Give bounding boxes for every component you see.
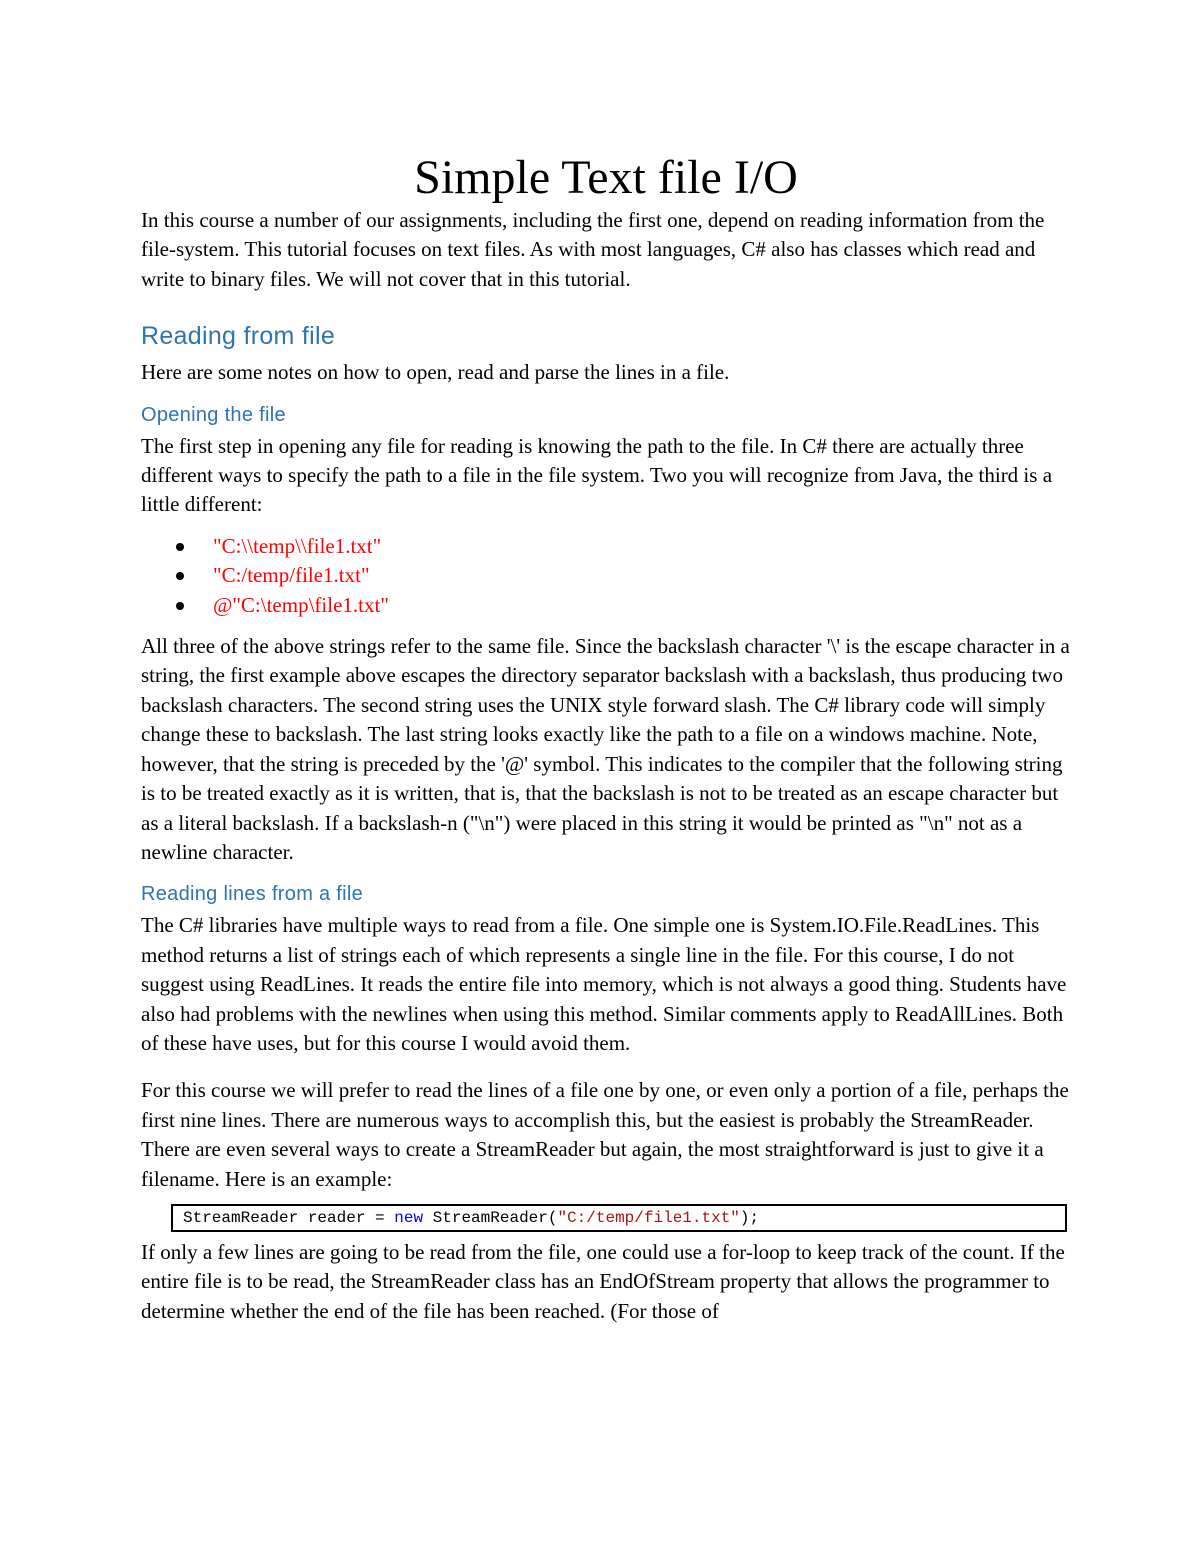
list-item [176, 591, 1071, 620]
path-example-1: "C:\\temp\\file1.txt" [213, 533, 382, 558]
path-list [141, 532, 1071, 620]
code-text-post: ); [739, 1208, 760, 1227]
page-title: Simple Text file I/O [414, 151, 798, 204]
bullet-icon [176, 543, 184, 551]
lines-paragraph-3: If only a few lines are going to be read from the file, one could use a for-loop to keep track of the count. If the entire file is to be read, the StreamReader class has an EndOfStream property that allows the programmer to determine whether the end of the file has been reached. (For those of [141, 1239, 1065, 1323]
heading-opening-the-file: Opening the file [141, 403, 286, 426]
lines-paragraph-1: The C# libraries have multiple ways to read from a file. One simple one is System.IO.File.ReadLines. This method returns a list of strings each of which represents a single line in the file. For this course, I do not suggest using ReadLines. It reads the entire file into memory, which is not always a good thing. Students have also had problems with the newlines when using this method. Similar comments apply to ReadAllLines. Both of these have uses, but for this course I would avoid them. [141, 913, 1067, 1055]
bullet-icon [176, 572, 184, 580]
document-page [141, 150, 1071, 1326]
code-keyword: new [394, 1208, 424, 1227]
lines-paragraph-2: For this course we will prefer to read the lines of a file one by one, or even only a portion of a file, perhaps the first nine lines. There are numerous ways to accomplish this, but the easiest is probably the StreamReader. There are even several ways to create a StreamReader but again, the most straightforward is just to give it a filename. Here is an example: [141, 1078, 1069, 1191]
reading-intro-paragraph: Here are some notes on how to open, read and parse the lines in a file. [141, 360, 730, 385]
opening-paragraph-1: The first step in opening any file for reading is knowing the path to the file. In C# there are actually three different ways to specify the path to a file in the file system. Two you will recognize from Java, the third is a little different: [141, 433, 1053, 517]
code-string-literal: "C:/temp/file1.txt" [557, 1208, 740, 1227]
intro-paragraph: In this course a number of our assignments, including the first one, depend on reading information from the file-system. This tutorial focuses on text files. As with most languages, C# also has classes which read and write to binary files. We will not cover that in this tutorial. [141, 208, 1045, 291]
heading-reading-lines: Reading lines from a file [141, 883, 364, 906]
code-text-pre: StreamReader reader = [183, 1208, 395, 1227]
path-example-3: @"C:\temp\file1.txt" [213, 592, 389, 617]
list-item [176, 532, 1071, 561]
list-item [176, 561, 1071, 590]
opening-paragraph-2: All three of the above strings refer to the same file. Since the backslash character '\' is the escape character in a string, the first example above escapes the directory separator backslash with a backslash, thus producing two backslash characters. The second string uses the UNIX style forward slash. The C# library code will simply change these to backslash. The last string looks exactly like the path to a file on a windows machine. Note, however, that the string is preceded by the '@' symbol. This indicates to the compiler that the following string is to be treated exactly as it is written, that is, that the backslash is not to be treated as an escape character but as a literal backslash. If a backslash-n ("\n") were placed in this string it would be printed as "\n" not as a newline character. [141, 634, 1070, 864]
path-example-2: "C:/temp/file1.txt" [213, 563, 370, 588]
bullet-icon [176, 602, 184, 610]
code-text-mid: StreamReader( [423, 1208, 558, 1227]
code-example-box [171, 1204, 1067, 1232]
heading-reading-from-file: Reading from file [141, 322, 336, 351]
